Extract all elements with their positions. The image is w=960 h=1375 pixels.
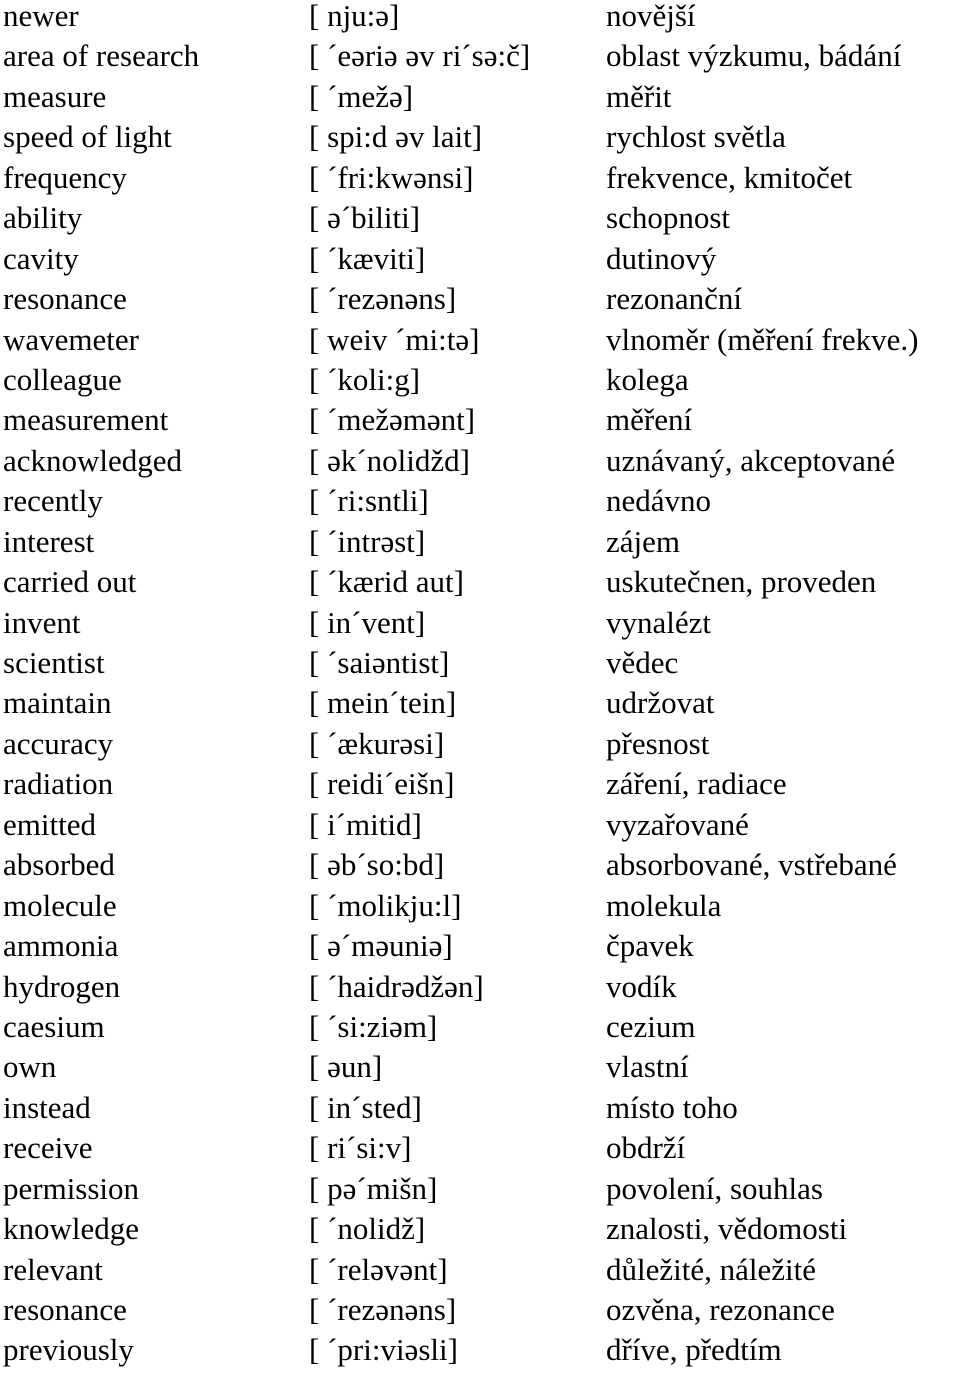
czech-translation: důležité, náležité <box>606 1251 816 1287</box>
vocabulary-row <box>0 566 960 606</box>
english-word: emitted <box>3 806 96 842</box>
pronunciation: [ nju:ə] <box>309 0 400 33</box>
pronunciation: [ əkˊnolidžd] <box>309 442 470 478</box>
vocabulary-row <box>0 240 960 283</box>
vocabulary-row <box>0 687 960 727</box>
czech-translation: vynalézt <box>606 604 712 640</box>
english-word: area of research <box>3 38 200 74</box>
english-word: resonance <box>3 281 127 317</box>
czech-translation: oblast výzkumu, bádání <box>606 38 902 74</box>
english-word: measure <box>3 78 107 114</box>
pronunciation: [ ˊeəriə əv riˊsə:č] <box>309 38 531 74</box>
czech-translation: cezium <box>606 1008 696 1044</box>
english-word: maintain <box>3 685 112 721</box>
czech-translation: znalosti, vědomosti <box>606 1211 848 1247</box>
vocabulary-row <box>0 159 960 202</box>
pronunciation: [ ˊintrəst] <box>309 523 426 559</box>
pronunciation: [ ˊmolikju:l] <box>309 887 462 923</box>
vocabulary-row <box>0 1051 960 1091</box>
vocabulary-row <box>0 404 960 444</box>
czech-translation: záření, radiace <box>606 766 787 802</box>
czech-translation: měřit <box>606 78 672 114</box>
czech-translation: nedávno <box>606 483 712 519</box>
vocabulary-row <box>0 1170 960 1213</box>
czech-translation: vědec <box>606 645 679 680</box>
czech-translation: novější <box>606 0 696 33</box>
pronunciation: [ spi:d əv lait] <box>309 119 483 155</box>
english-word: own <box>3 1049 57 1085</box>
vocabulary-row <box>0 887 960 930</box>
english-word: cavity <box>3 240 79 276</box>
pronunciation: [ inˊvent] <box>309 604 426 640</box>
english-word: frequency <box>3 159 127 195</box>
vocabulary-row <box>0 202 960 242</box>
pronunciation: [ riˊsi:v] <box>309 1130 412 1166</box>
pronunciation: [ ˊhaidrədžən] <box>309 968 484 1004</box>
czech-translation: povolení, souhlas <box>606 1170 823 1206</box>
vocabulary-row <box>0 849 960 889</box>
vocabulary-row <box>0 604 960 647</box>
vocabulary-row <box>0 523 960 566</box>
pronunciation: [ meinˊtein] <box>309 685 457 721</box>
czech-translation: vlastní <box>606 1049 689 1085</box>
vocabulary-row <box>0 121 960 161</box>
vocabulary-row <box>0 361 960 404</box>
english-word: measurement <box>3 402 169 438</box>
pronunciation: [ ˊækurəsi] <box>309 725 445 761</box>
czech-translation: udržovat <box>606 685 715 721</box>
pronunciation: [ əbˊso:bd] <box>309 847 445 883</box>
vocabulary-row <box>0 647 960 687</box>
english-word: acknowledged <box>3 442 183 478</box>
english-word: recently <box>3 483 103 519</box>
english-word: carried out <box>3 564 137 600</box>
czech-translation: dříve, předtím <box>606 1332 782 1368</box>
english-word: ammonia <box>3 928 119 964</box>
pronunciation: [ weiv ˊmi:tə] <box>309 321 480 357</box>
english-word: speed of light <box>3 119 172 155</box>
pronunciation: [ reidiˊeišn] <box>309 766 455 802</box>
english-word: scientist <box>3 645 105 680</box>
pronunciation: [ ˊfri:kwənsi] <box>309 159 474 195</box>
czech-translation: čpavek <box>606 928 694 964</box>
pronunciation: [ ˊrezənəns] <box>309 281 457 317</box>
english-word: ability <box>3 200 83 236</box>
vocabulary-row <box>0 0 960 40</box>
english-word: receive <box>3 1130 93 1166</box>
czech-translation: vodík <box>606 968 677 1004</box>
english-word: knowledge <box>3 1211 140 1247</box>
pronunciation: [ ˊri:sntli] <box>309 483 429 519</box>
czech-translation: obdrží <box>606 1130 686 1166</box>
english-word: newer <box>3 0 79 33</box>
czech-translation: vlnoměr (měření frekve.) <box>606 321 919 357</box>
pronunciation: [ inˊsted] <box>309 1089 422 1125</box>
pronunciation: [ ˊmežə] <box>309 78 414 114</box>
czech-translation: schopnost <box>606 200 730 236</box>
english-word: accuracy <box>3 725 114 761</box>
czech-translation: místo toho <box>606 1089 738 1125</box>
english-word: hydrogen <box>3 968 121 1004</box>
pronunciation: [ iˊmitid] <box>309 806 422 842</box>
english-word: interest <box>3 523 95 559</box>
czech-translation: zájem <box>606 523 681 559</box>
vocabulary-row <box>0 1132 960 1172</box>
english-word: absorbed <box>3 847 115 883</box>
vocabulary-row <box>0 1251 960 1294</box>
czech-translation: ozvěna, rezonance <box>606 1292 835 1327</box>
czech-translation: kolega <box>606 361 689 397</box>
vocabulary-row <box>0 40 960 80</box>
czech-translation: molekula <box>606 887 722 923</box>
pronunciation: [ pəˊmišn] <box>309 1170 438 1206</box>
pronunciation: [ ˊkærid aut] <box>309 564 464 600</box>
czech-translation: vyzařované <box>606 806 749 842</box>
pronunciation: [ ˊrezənəns] <box>309 1292 457 1327</box>
vocabulary-row <box>0 725 960 768</box>
english-word: colleague <box>3 361 122 397</box>
english-word: invent <box>3 604 81 640</box>
vocabulary-row <box>0 283 960 323</box>
pronunciation: [ ˊreləvənt] <box>309 1251 448 1287</box>
english-word: wavemeter <box>3 321 139 357</box>
czech-translation: měření <box>606 402 693 438</box>
vocabulary-row <box>0 806 960 849</box>
czech-translation: absorbované, vstřebané <box>606 847 897 883</box>
czech-translation: uskutečnen, proveden <box>606 564 877 600</box>
czech-translation: rychlost světla <box>606 119 786 155</box>
czech-translation: frekvence, kmitočet <box>606 159 853 195</box>
pronunciation: [ əun] <box>309 1049 383 1085</box>
vocabulary-row <box>0 442 960 485</box>
english-word: instead <box>3 1089 91 1125</box>
pronunciation: [ əˊməuniə] <box>309 928 453 964</box>
vocabulary-row <box>0 485 960 525</box>
vocabulary-row <box>0 1008 960 1051</box>
pronunciation: [ ˊsi:ziəm] <box>309 1008 438 1044</box>
english-word: caesium <box>3 1008 105 1044</box>
vocabulary-row <box>0 1213 960 1253</box>
czech-translation: přesnost <box>606 725 710 761</box>
english-word: previously <box>3 1332 134 1368</box>
czech-translation: uznávaný, akceptované <box>606 442 896 478</box>
pronunciation: [ əˊbiliti] <box>309 200 421 236</box>
vocabulary-row <box>0 1294 960 1334</box>
pronunciation: [ ˊnolidž] <box>309 1211 426 1247</box>
vocabulary-row <box>0 78 960 121</box>
english-word: radiation <box>3 766 114 802</box>
czech-translation: dutinový <box>606 240 717 276</box>
vocabulary-row <box>0 768 960 808</box>
english-word: relevant <box>3 1251 103 1287</box>
vocabulary-row <box>0 1089 960 1132</box>
english-word: permission <box>3 1170 140 1206</box>
pronunciation: [ ˊsaiəntist] <box>309 645 450 680</box>
pronunciation: [ ˊkoli:g] <box>309 361 421 397</box>
vocabulary-row <box>0 930 960 970</box>
english-word: resonance <box>3 1292 127 1327</box>
czech-translation: rezonanční <box>606 281 742 317</box>
pronunciation: [ ˊpri:viəsli] <box>309 1332 458 1368</box>
pronunciation: [ ˊkæviti] <box>309 240 426 276</box>
vocabulary-row <box>0 321 960 364</box>
vocabulary-row <box>0 968 960 1011</box>
english-word: molecule <box>3 887 117 923</box>
pronunciation: [ ˊmežəmənt] <box>309 402 476 438</box>
